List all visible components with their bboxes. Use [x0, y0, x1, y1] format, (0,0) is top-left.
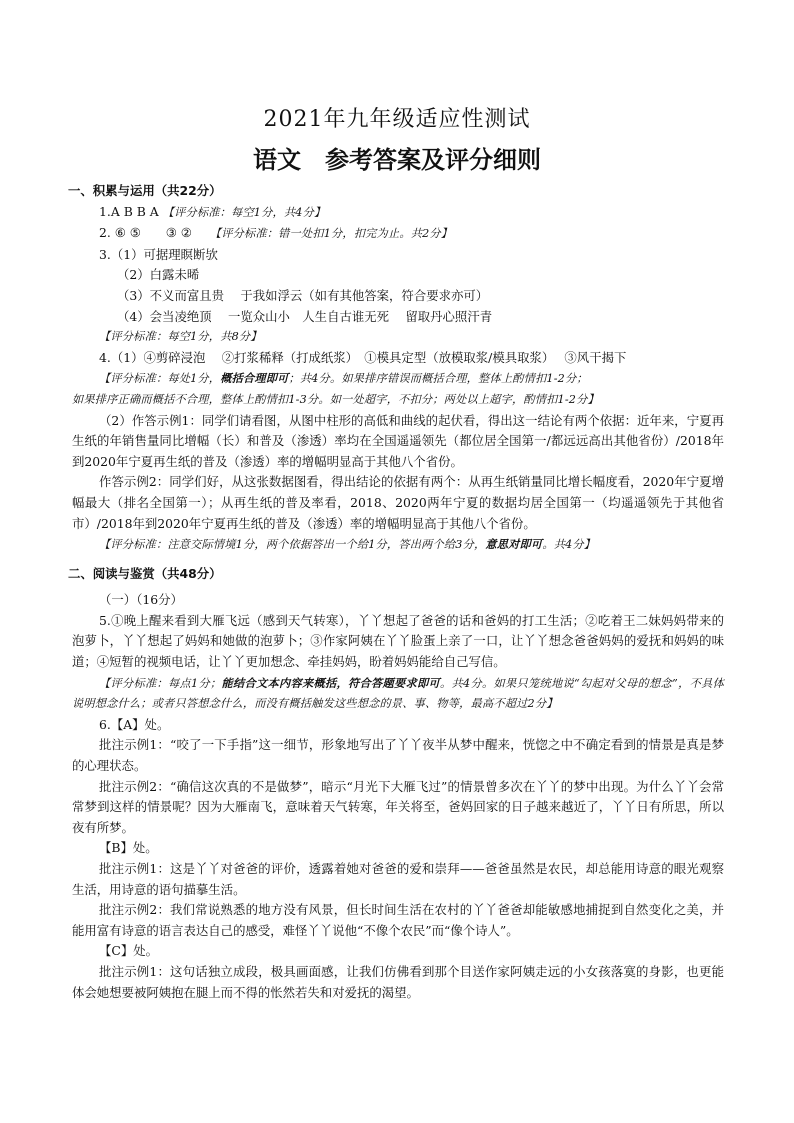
- q4-note-part-c: ；共4分。如果排序错误而概括合理，整体上酌情扣1-2分；: [288, 372, 588, 386]
- q6-b-example-1: 批注示例1：这是丫丫对爸爸的评价，透露着她对爸爸的爱和崇拜——爸爸虽然是农民，却总能用诗意的眼光观察生活，用诗意的语句描摹生活。: [72, 861, 724, 897]
- q4-scoring-note-2: 如果排序正确而概括不合理，整体上酌情扣1-3分。如一处超字，不扣分；两处以上超字，酌情扣1-2分】: [72, 392, 599, 406]
- q3-item-4: （4）会当凌绝顶 一览众山小 人生自古谁无死 留取丹心照汗青: [117, 308, 493, 324]
- q2-scoring-note: 【评分标准：错一处扣1分，扣完为止。共2分】: [209, 227, 453, 241]
- q4-note-part-a: 【评分标准：每处1分，: [99, 372, 221, 386]
- q5-note-part-a: 【评分标准：每点1分；: [99, 676, 222, 690]
- q2-answer: 2. ⑥ ⑤ ③ ②: [99, 225, 192, 241]
- q4-item-1: 4.（1）④剪碎浸泡 ②打浆稀释（打成纸浆） ①模具定型（放模取浆/模具取浆） ③风干揭下: [99, 349, 627, 365]
- q4-note3-part-b: 意思对即可: [485, 537, 543, 552]
- q5-answer: 5.①晚上醒来看到大雁飞远（感到天气转寒），丫丫想起了爸爸的话和爸妈的打工生活；②吃着王二妹妈妈带来的泡萝卜，丫丫想起了妈妈和她做的泡萝卜；③作家阿姨在丫丫脸蛋上亲了一口，让丫丫想念爸爸妈妈的爱抚和妈妈的味道；④短暂的视频电话，让丫丫更加想念、牵挂妈妈，盼着妈妈能给自己写信。: [72, 612, 724, 670]
- section-heading-2: 二、阅读与鉴赏（共48分）: [68, 565, 222, 581]
- q3-item-1: 3.（1）可据理瞑断欤: [99, 246, 218, 262]
- q5-note-part-c: 。共4分。如果只笼统地说“勾起对父母的想念”，不具体说明想念什么；或者只答想念什么，而没有概括触发这些想念的景、事、物等，最高不超过2分】: [72, 676, 724, 711]
- q4-note-part-b: 概括合理即可: [220, 371, 289, 386]
- q4-example-2: 作答示例2：同学们好，从这张数据图看，得出结论的依据有两个：从再生纸销量同比增长幅度看，2020年宁夏增幅最大（排名全国第一）；从再生纸的普及率看，2018、2020两年宁夏的数据均居全国第一（均遥遥领先于其他省市）/2018年到2020年宁夏再生纸的普及（渗透）率的增幅明显高于其他八个省份。: [72, 474, 724, 531]
- q4-scoring-note-1: [72, 368, 724, 390]
- q6-label-b: 【B】处。: [99, 840, 158, 856]
- q3-scoring-note: 【评分标准：每空1分，共8分】: [99, 330, 262, 344]
- q6-a-example-1: 批注示例1：“咬了一下手指”这一细节，形象地写出了丫丫夜半从梦中醒来，恍惚之中不确定看到的情景是真是梦的心理状态。: [72, 737, 724, 774]
- page-title: 2021年九年级适应性测试: [263, 107, 531, 132]
- page-subtitle: 语文 参考答案及评分细则: [253, 146, 541, 174]
- q4-example-1: （2）作答示例1：同学们请看图，从图中柱形的高低和曲线的起伏看，得出这一结论有两个依据：近年来，宁夏再生纸的年销售量同比增幅（长）和普及（渗透）率均在全国遥遥领先（都位居全国第一/都远远高出其他省份）/2018年到2020年宁夏再生纸的普及（渗透）率的增幅明显高于其他八个省份。: [72, 412, 724, 469]
- q4-scoring-note-3: [72, 534, 724, 556]
- q5-note-part-b: 能结合文本内容来概括，符合答题要求即可: [221, 675, 441, 690]
- q1-scoring-note: 【评分标准：每空1分，共4分】: [162, 205, 326, 219]
- q4-note3-part-a: 【评分标准：注意交际情境1分，两个依据答出一个给1分，答出两个给3分，: [99, 538, 486, 552]
- q6-c-example-1: 批注示例1：这句话独立成段，极具画面感，让我们仿佛看到那个目送作家阿姨走远的小女孩落寞的身影，也更能体会她想要被阿姨抱在腿上而不得的怅然若失和对爱抚的渴望。: [72, 963, 724, 1000]
- q1-answer: 1.A B B A: [99, 203, 159, 219]
- q1-line: [72, 202, 724, 224]
- q6-label-c: 【C】处。: [99, 943, 159, 959]
- q4-note3-part-c: 。共4分】: [542, 538, 596, 552]
- q5-scoring-note: [72, 673, 724, 715]
- part-1-label: （一）（16分）: [99, 592, 183, 608]
- q2-line: [72, 223, 724, 245]
- content-body: [68, 181, 724, 1003]
- q3-item-2: （2）白露未晞: [117, 267, 200, 283]
- q6-b-example-2: 批注示例2：我们常说熟悉的地方没有风景，但长时间生活在农村的丫丫爸爸却能敏感地捕捉到自然变化之美，并能用富有诗意的语言表达自己的感受，难怪丫丫说他“不像个农民”而“像个诗人”。: [72, 902, 724, 938]
- section-heading-1: 一、积累与运用（共22分）: [68, 183, 222, 198]
- q6-a-example-2: 批注示例2：“确信这次真的不是做梦”，暗示“月光下大雁飞过”的情景曾多次在丫丫的梦中出现。为什么丫丫会常常梦到这样的情景呢？因为大雁南飞，意味着天气转寒，年关将至，爸妈回家的日子越来越近了，丫丫日有所思，所以夜有所梦。: [72, 778, 724, 835]
- q6-label-a: 6.【A】处。: [99, 716, 170, 732]
- q3-item-3: （3）不义而富且贵 于我如浮云（如有其他答案，符合要求亦可）: [117, 287, 489, 303]
